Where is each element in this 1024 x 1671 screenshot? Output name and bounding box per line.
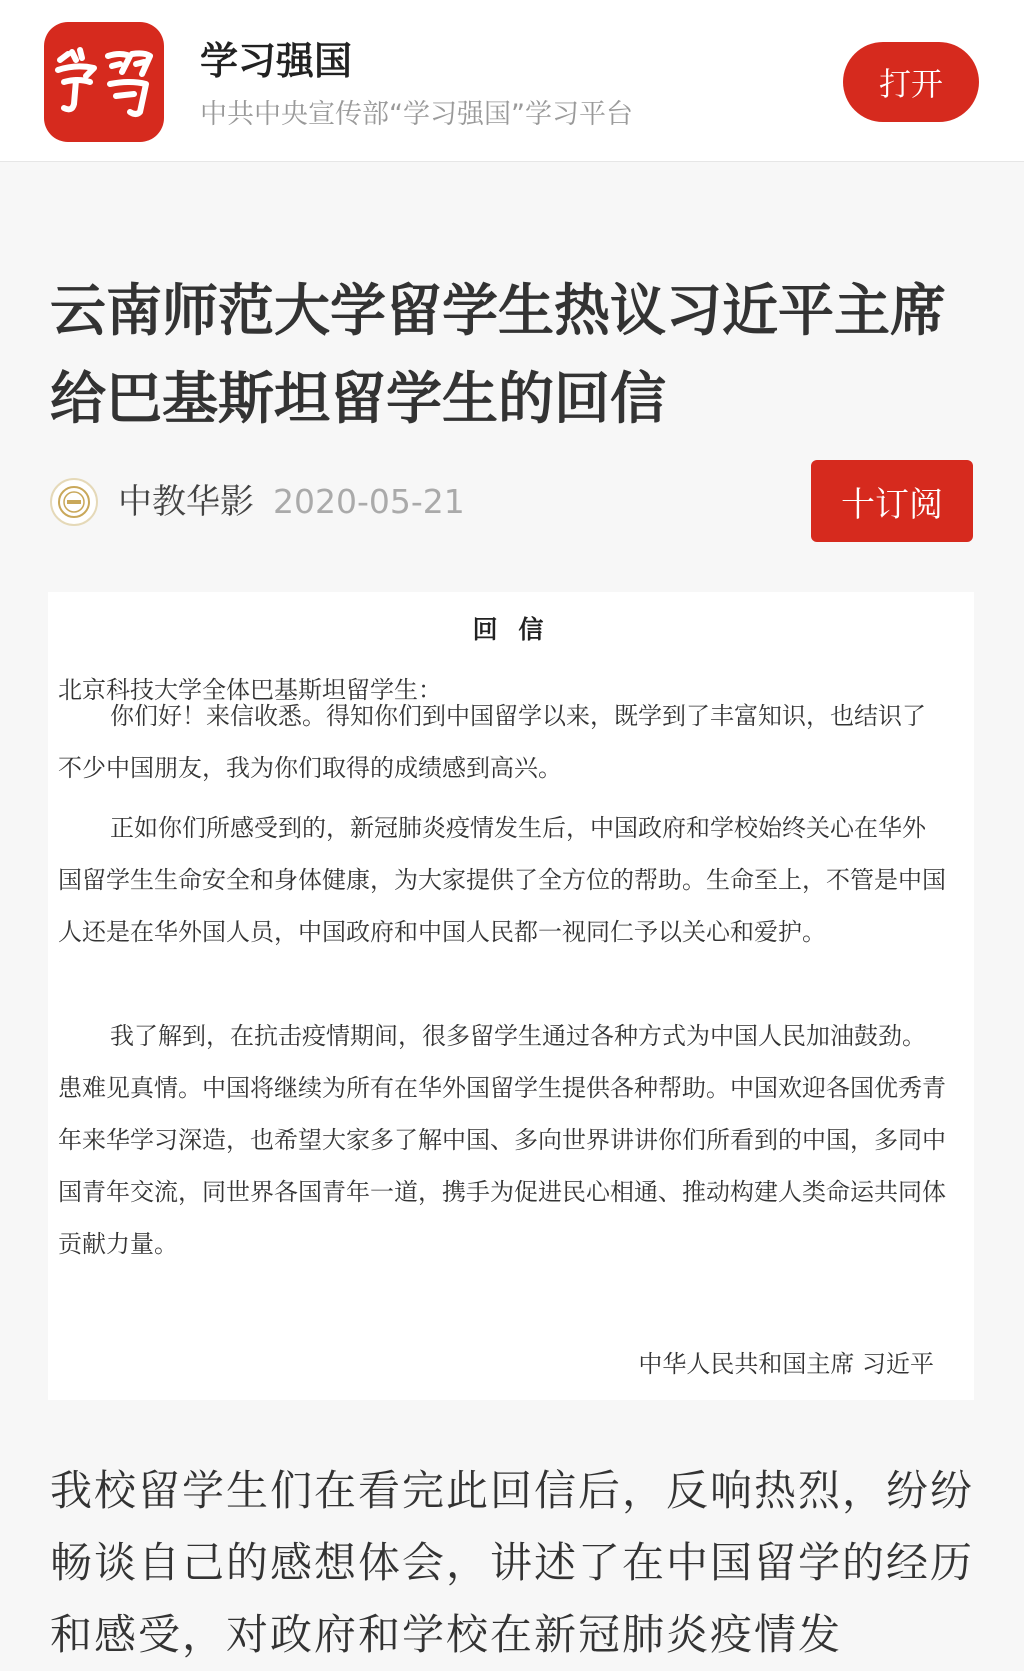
article-body-text: 我校留学生们在看完此回信后，反响热烈，纷纷畅谈自己的感想体会，讲述了在中国留学的经历和感受，对政府和学校在新冠肺炎疫情发 — [50, 1466, 975, 1659]
letter-image[interactable] — [48, 592, 974, 1400]
open-app-button[interactable]: 打开 — [843, 42, 979, 122]
xuexi-logo-icon — [50, 42, 158, 122]
app-logo[interactable] — [44, 22, 164, 142]
author-emblem-icon — [56, 484, 92, 520]
letter-heading: 回 信 — [472, 615, 550, 644]
subscribe-button[interactable]: 十订阅 — [811, 460, 973, 542]
app-name: 学习强国 — [200, 39, 353, 83]
letter-salutation: 北京科技大学全体巴基斯坦留学生： — [58, 676, 442, 704]
letter-paragraph: 我了解到，在抗击疫情期间，很多留学生通过各种方式为中国人民加油鼓劲。患难见真情。中国将继续为所有在华外国留学生提供各种帮助。中国欢迎各国优秀青年来华学习深造，也希望大家多了解中国、多向世界讲讲你们所看到的中国，多同中国青年交流，同世界各国青年一道，携手为促进民心相通、推动构建人类命运共同体贡献力量。 — [58, 1022, 946, 1258]
article-title: 云南师范大学留学生热议习近平主席给巴基斯坦留学生的回信 — [50, 279, 946, 432]
app-description: 中共中央宣传部“学习强国”学习平台 — [200, 99, 633, 130]
letter-paragraph: 正如你们所感受到的，新冠肺炎疫情发生后，中国政府和学校始终关心在华外国留学生生命安全和身体健康，为大家提供了全方位的帮助。生命至上，不管是中国人还是在华外国人员，中国政府和中国人民都一视同仁予以关心和爱护。 — [58, 814, 946, 946]
letter-paragraph: 你们好！来信收悉。得知你们到中国留学以来，既学到了丰富知识，也结识了不少中国朋友，我为你们取得的成绩感到高兴。 — [58, 702, 926, 782]
letter-signature: 中华人民共和国主席 习近平 — [638, 1350, 934, 1378]
app-download-banner — [0, 0, 1024, 162]
publish-date: 2020-05-21 — [273, 482, 465, 521]
author-name[interactable]: 中教华影 — [118, 482, 254, 522]
author-avatar[interactable] — [50, 478, 98, 526]
